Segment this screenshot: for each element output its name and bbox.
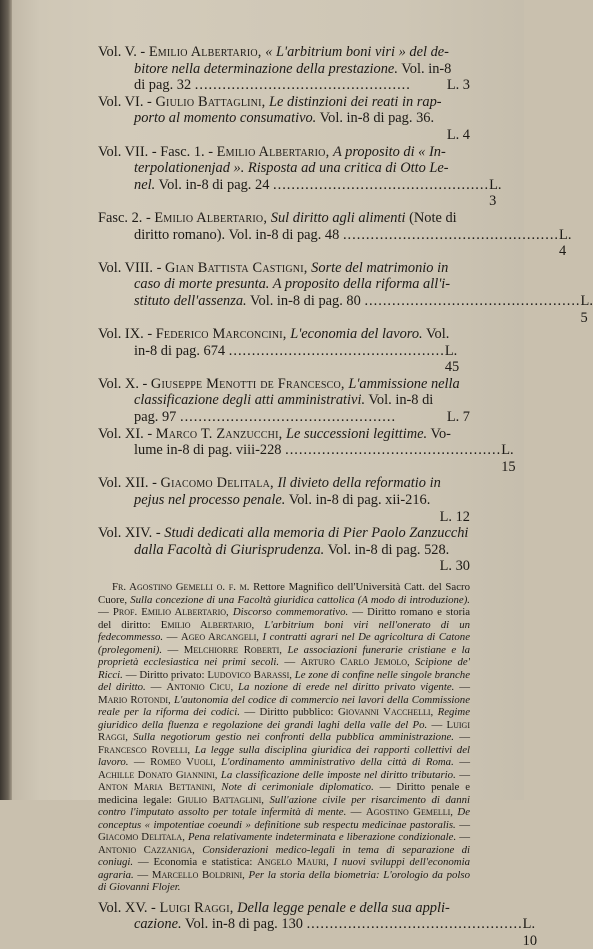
contents-text: — <box>134 869 152 881</box>
essay-title: L'arbitrium boni viri nell'onerato di un fedecommesso. <box>98 619 470 644</box>
catalog-entry: Fasc. 2. - Emilio Albertario, Sul diritto agli alimenti (Note di diritto romano). Vol. in-8 di pag. 48 ............................................... L. 4 <box>98 210 470 260</box>
contributor-name: Marcello Boldrini, <box>152 869 245 881</box>
price: L. 5 <box>581 293 593 326</box>
contents-text: — Economia e statistica: <box>133 856 257 868</box>
contents-text: — Diritto pubblico: <box>240 706 338 718</box>
contents-text: Rettore Magnifico dell'Università Catt. del Sacro Cuore, <box>98 581 470 606</box>
contents-text: — <box>163 631 181 643</box>
essay-title: L'ordinamento amministrativo della città di Roma. <box>216 756 454 768</box>
essay-title: L'autonomia del codice di commercio nei lavori della Commissione reale per la riforma dei codici. <box>98 694 470 719</box>
contributor-name: Melchiorre Roberti, <box>184 644 282 656</box>
contributor-name: Antonio Cazzaniga, <box>98 844 195 856</box>
contributor-name: Francesco Rovelli, <box>98 744 190 756</box>
catalog-entry: Vol. IX. - Federico Marconcini, L'economia del lavoro. Vol. in-8 di pag. 674 ............................................... L. 45 <box>98 326 470 376</box>
contributor-name: Luigi Raggi, <box>98 719 470 744</box>
contents-text: — <box>346 806 366 818</box>
essay-title: De conceptus « impotentiae coeundi » definitione sub respectu medicinae pastoralis. <box>98 806 470 831</box>
contributor-name: Agostino Gemelli, <box>366 806 453 818</box>
price: L. 12 <box>98 509 470 526</box>
catalog-entry: Vol. XIV. - Studi dedicati alla memoria di Pier Paolo Zanzucchi dalla Facoltà di Giurisprudenza. Vol. in-8 di pag. 528. L. 30 <box>98 525 470 575</box>
contents-text: — <box>279 656 300 668</box>
contributor-name: Arturo Carlo Jemolo, <box>300 656 409 668</box>
catalog-entry: Vol. XI. - Marco T. Zanzucchi, Le successioni legittime. Vo- lume in-8 di pag. viii-228 ............................................... L. 15 <box>98 426 470 476</box>
catalog-entry: Vol. XV. - Luigi Raggi, Della legge penale e della sua appli- cazione. Vol. in-8 di pag. 130 ............................................... L. 10 <box>98 900 470 949</box>
contributor-name: Giacomo Delitala, <box>98 831 185 843</box>
contributor-name: Giovanni Vacchelli, <box>338 706 433 718</box>
contents-text: — <box>146 681 167 693</box>
price: L. 7 <box>447 409 470 426</box>
contributor-name: Emilio Albertario, <box>161 619 254 631</box>
contents-text: — <box>456 831 470 843</box>
price: L. 45 <box>445 343 470 376</box>
essay-title: Sull'azione civile per risarcimento di danni contro l'imputato assolto per totale infermità di mente. <box>98 794 470 819</box>
catalog-entry: Vol. VIII. - Gian Battista Castigni, Sorte del matrimonio in caso di morte presunta. A proposito della riforma all'i- stituto dell'assenza. Vol. in-8 di pag. 80 ............................................... L. 5 <box>98 260 470 326</box>
contributor-name: Ageo Arcangeli, <box>181 631 259 643</box>
catalog-entry: Vol. X. - Giuseppe Menotti de Francesco, L'ammissione nella classificazione degli atti amministrativi. Vol. in-8 di pag. 97 ............................................... L. 7 <box>98 376 470 426</box>
essay-title: Regime giuridico della fluenza e regolazione dei grandi laghi della valle del Po. <box>98 706 470 731</box>
contributor-name: Mario Rotondi, <box>98 694 171 706</box>
contributor-name: Prof. Emilio Albertario, <box>113 606 229 618</box>
contributor-name: Antonio Cicu, <box>166 681 233 693</box>
essay-title: Le associazioni funerarie cristiane e la proprietà ecclesiastica nei primi secoli. <box>98 644 470 669</box>
contributor-name: Anton Maria Bettanini, <box>98 781 215 793</box>
essay-title: La nozione di erede nel diritto privato vigente. <box>233 681 454 693</box>
contents-text: — <box>427 719 446 731</box>
price: L. 4 <box>98 127 470 144</box>
essay-title: I contratti agrari nel De agricoltura di Catone (prolegomeni). <box>98 631 470 656</box>
essay-title: La classificazione delle imposte nel diritto tributario. <box>217 769 455 781</box>
contents-text: — Diritto romano e storia del diritto: <box>98 606 470 631</box>
essay-title: Considerazioni medico-legali in tema di separazione di coniugi. <box>98 844 470 869</box>
contents-text: — <box>454 681 470 693</box>
price: L. 3 <box>489 177 501 210</box>
catalog-entry: Vol. VII. - Fasc. 1. - Emilio Albertario, A proposito di « In- terpolationenjad ». Risposta ad una critica di Otto Le- nel. Vol. in-8 di pag. 24 ............................................... L. 3 <box>98 144 470 210</box>
essay-title: La legge sulla disciplina giuridica dei rapporti collettivi del lavoro. <box>98 744 470 769</box>
essay-title: Pena relativamente indeterminata e liberazione condizionale. <box>185 831 456 843</box>
price: L. 30 <box>98 558 470 575</box>
contents-text: — <box>129 756 151 768</box>
essay-title: Per la storia della biometria: L'orologio da polso di Giovanni Flojer. <box>98 869 470 894</box>
contributor-name: Ludovico Barassi, <box>207 669 292 681</box>
essay-title: Scipione de' Ricci. <box>98 656 470 681</box>
price: L. 10 <box>523 916 537 949</box>
catalog-list <box>98 44 470 949</box>
essay-title: Sulla concezione di una Facoltà giuridica cattolica (A modo di introduzione). <box>130 594 470 606</box>
contributor-name: Romeo Vuoli, <box>150 756 216 768</box>
price: L. 4 <box>559 227 571 260</box>
contents-text: — <box>98 606 113 618</box>
catalog-entry: Vol. V. - Emilio Albertario, « L'arbitrium boni viri » del de- bitore nella determinazione della prestazione. Vol. in-8 di pag. 32 ............................................... L. 3 <box>98 44 470 94</box>
contents-text: — Diritto penale e medicina legale: <box>98 781 470 806</box>
essay-title: Discorso commemorativo. <box>229 606 348 618</box>
essay-title: Sulla negotiorum gestio nei confronti della pubblica amministrazione. <box>128 731 454 743</box>
contributor-name: Fr. Agostino Gemelli o. f. m. <box>112 581 249 593</box>
price: L. 3 <box>447 77 470 94</box>
essay-title: Note di cerimoniale diplomatico. <box>215 781 373 793</box>
contents-text: — <box>454 731 470 743</box>
book-spine <box>0 0 12 800</box>
contributor-name: Giulio Battaglini, <box>177 794 264 806</box>
contents-text: — <box>162 644 184 656</box>
contents-text: — <box>454 756 470 768</box>
volume-contents-paragraph <box>98 581 470 894</box>
essay-title: I nuovi sviluppi dell'economia agraria. <box>98 856 470 881</box>
catalog-entry: Vol. VI. - Giulio Battaglini, Le distinzioni dei reati in rap- porto al momento consumativo. Vol. in-8 di pag. 36. L. 4 <box>98 94 470 144</box>
essay-title: Le zone di confine nelle singole branche del diritto. <box>98 669 470 694</box>
catalog-entry: Vol. XII. - Giacomo Delitala, Il divieto della reformatio in pejus nel processo penale. Vol. in-8 di pag. xii-216. L. 12 <box>98 475 470 525</box>
price: L. 15 <box>501 442 515 475</box>
contents-text: — Diritto privato: <box>123 669 207 681</box>
contents-text: — <box>456 819 470 831</box>
contributor-name: Achille Donato Giannini, <box>98 769 217 781</box>
contents-text: — <box>456 769 470 781</box>
contributor-name: Angelo Mauri, <box>257 856 329 868</box>
